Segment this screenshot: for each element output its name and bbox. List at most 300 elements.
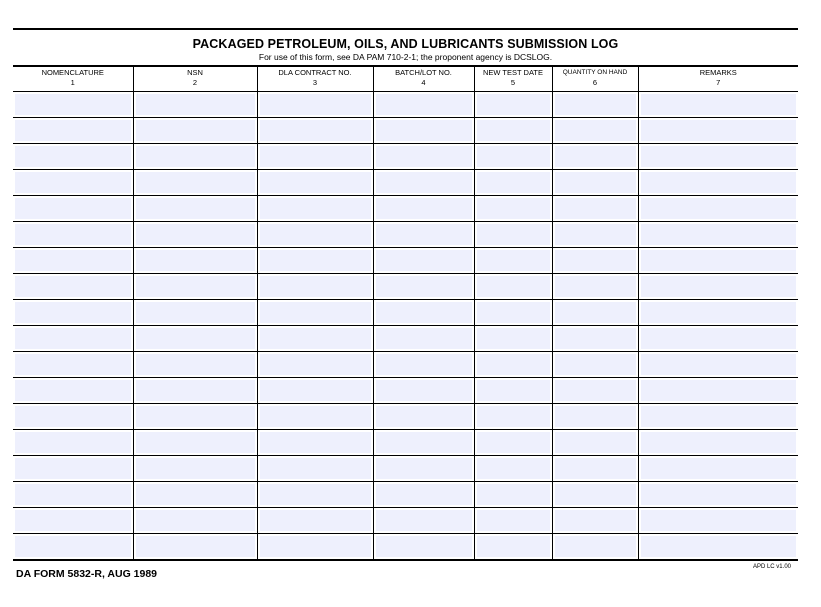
dla-contract-no-field[interactable]: [260, 458, 371, 479]
new-test-date-field[interactable]: [477, 510, 550, 531]
table-cell: [13, 404, 133, 430]
table-row: [13, 196, 798, 222]
table-cell: [373, 196, 474, 222]
nomenclature-field[interactable]: [15, 198, 131, 219]
column-number: 6: [592, 78, 598, 87]
quantity-on-hand-field[interactable]: [555, 432, 636, 453]
table-cell: [13, 92, 133, 118]
table-cell: [133, 326, 257, 352]
table-cell: [133, 196, 257, 222]
dla-contract-no-field[interactable]: [260, 146, 371, 167]
quantity-on-hand-field[interactable]: [555, 250, 636, 271]
new-test-date-field[interactable]: [477, 328, 550, 349]
table-cell: [133, 248, 257, 274]
batch-lot-no-field[interactable]: [376, 458, 472, 479]
table-cell: [257, 92, 373, 118]
table-cell: [638, 430, 798, 456]
table-cell: [257, 508, 373, 534]
new-test-date-field[interactable]: [477, 224, 550, 245]
quantity-on-hand-field[interactable]: [555, 536, 636, 557]
new-test-date-field[interactable]: [477, 302, 550, 323]
nomenclature-field[interactable]: [15, 250, 131, 271]
table-cell: [257, 430, 373, 456]
table-cell: [257, 404, 373, 430]
table-cell: [373, 508, 474, 534]
table-cell: [474, 248, 552, 274]
new-test-date-field[interactable]: [477, 484, 550, 505]
table-cell: [13, 144, 133, 170]
table-cell: [13, 300, 133, 326]
column-header-new-test-date: [474, 66, 552, 92]
remarks-field[interactable]: [641, 302, 797, 323]
table-cell: [13, 170, 133, 196]
table-cell: [133, 404, 257, 430]
table-cell: [474, 92, 552, 118]
table-row: [13, 534, 798, 561]
new-test-date-field[interactable]: [477, 94, 550, 115]
new-test-date-field[interactable]: [477, 120, 550, 141]
quantity-on-hand-field[interactable]: [555, 458, 636, 479]
form-subtitle: For use of this form, see DA PAM 710-2-1; the proponent agency is DCSLOG.: [258, 52, 553, 62]
table-cell: [552, 222, 638, 248]
form-title: PACKAGED PETROLEUM, OILS, AND LUBRICANTS SUBMISSION LOG: [192, 37, 619, 51]
remarks-field[interactable]: [641, 536, 797, 557]
table-row: [13, 404, 798, 430]
nsn-field[interactable]: [136, 328, 255, 349]
table-row: [13, 482, 798, 508]
table-cell: [638, 196, 798, 222]
quantity-on-hand-field[interactable]: [555, 276, 636, 297]
nsn-field[interactable]: [136, 406, 255, 427]
table-row: [13, 222, 798, 248]
table-cell: [373, 326, 474, 352]
table-cell: [133, 534, 257, 561]
nomenclature-field[interactable]: [15, 536, 131, 557]
table-cell: [257, 534, 373, 561]
table-cell: [257, 352, 373, 378]
batch-lot-no-field[interactable]: [376, 172, 472, 193]
table-cell: [638, 274, 798, 300]
table-cell: [373, 430, 474, 456]
new-test-date-field[interactable]: [477, 250, 550, 271]
table-cell: [638, 300, 798, 326]
column-number: 1: [70, 78, 75, 87]
column-header-nsn: [133, 66, 257, 92]
dla-contract-no-field[interactable]: [260, 120, 371, 141]
batch-lot-no-field[interactable]: [376, 224, 472, 245]
remarks-field[interactable]: [641, 510, 797, 531]
table-cell: [373, 118, 474, 144]
table-cell: [474, 404, 552, 430]
table-cell: [552, 144, 638, 170]
table-cell: [552, 118, 638, 144]
table-cell: [373, 404, 474, 430]
table-cell: [552, 482, 638, 508]
batch-lot-no-field[interactable]: [376, 510, 472, 531]
table-cell: [133, 482, 257, 508]
table-row: [13, 144, 798, 170]
table-cell: [474, 118, 552, 144]
table-row: [13, 118, 798, 144]
quantity-on-hand-field[interactable]: [555, 198, 636, 219]
table-cell: [13, 430, 133, 456]
table-cell: [474, 196, 552, 222]
table-cell: [474, 456, 552, 482]
quantity-on-hand-field[interactable]: [555, 380, 636, 401]
table-cell: [133, 170, 257, 196]
new-test-date-field[interactable]: [477, 406, 550, 427]
column-header-quantity-on-hand: [552, 66, 638, 92]
nomenclature-field[interactable]: [15, 484, 131, 505]
table-cell: [133, 378, 257, 404]
nomenclature-field[interactable]: [15, 328, 131, 349]
table-cell: [552, 274, 638, 300]
table-cell: [638, 326, 798, 352]
table-cell: [552, 248, 638, 274]
batch-lot-no-field[interactable]: [376, 198, 472, 219]
nsn-field[interactable]: [136, 458, 255, 479]
table-row: [13, 430, 798, 456]
new-test-date-field[interactable]: [477, 172, 550, 193]
column-number: 5: [510, 78, 516, 87]
dla-contract-no-field[interactable]: [260, 406, 371, 427]
nsn-field[interactable]: [136, 250, 255, 271]
quantity-on-hand-field[interactable]: [555, 224, 636, 245]
table-cell: [638, 222, 798, 248]
table-cell: [13, 482, 133, 508]
table-cell: [474, 170, 552, 196]
remarks-field[interactable]: [641, 250, 797, 271]
dla-contract-no-field[interactable]: [260, 224, 371, 245]
batch-lot-no-field[interactable]: [376, 432, 472, 453]
remarks-field[interactable]: [641, 406, 797, 427]
table-row: [13, 274, 798, 300]
column-label: NOMENCLATURE: [41, 68, 104, 77]
table-cell: [13, 274, 133, 300]
table-cell: [373, 92, 474, 118]
table-cell: [552, 300, 638, 326]
remarks-field[interactable]: [641, 354, 797, 375]
quantity-on-hand-field[interactable]: [555, 94, 636, 115]
dla-contract-no-field[interactable]: [260, 172, 371, 193]
table-cell: [474, 352, 552, 378]
form-id: DA FORM 5832-R, AUG 1989: [16, 568, 158, 580]
table-cell: [474, 144, 552, 170]
table-cell: [133, 508, 257, 534]
table-cell: [373, 378, 474, 404]
column-header-batch-lot-no: [373, 66, 474, 92]
nomenclature-field[interactable]: [15, 120, 131, 141]
dla-contract-no-field[interactable]: [260, 198, 371, 219]
table-cell: [638, 92, 798, 118]
nsn-field[interactable]: [136, 536, 255, 557]
table-cell: [13, 534, 133, 561]
nomenclature-field[interactable]: [15, 354, 131, 375]
column-label: NEW TEST DATE: [482, 68, 543, 77]
new-test-date-field[interactable]: [477, 146, 550, 167]
nsn-field[interactable]: [136, 484, 255, 505]
new-test-date-field[interactable]: [477, 458, 550, 479]
table-cell: [474, 300, 552, 326]
table-cell: [474, 430, 552, 456]
column-number: 2: [192, 78, 198, 87]
new-test-date-field[interactable]: [477, 276, 550, 297]
new-test-date-field[interactable]: [477, 354, 550, 375]
nsn-field[interactable]: [136, 380, 255, 401]
table-cell: [552, 352, 638, 378]
nomenclature-field[interactable]: [15, 276, 131, 297]
dla-contract-no-field[interactable]: [260, 432, 371, 453]
table-cell: [552, 378, 638, 404]
table-cell: [13, 196, 133, 222]
nsn-field[interactable]: [136, 172, 255, 193]
column-number: 3: [312, 78, 318, 87]
new-test-date-field[interactable]: [477, 198, 550, 219]
table-cell: [552, 170, 638, 196]
table-cell: [638, 404, 798, 430]
column-header-nomenclature: [13, 66, 133, 92]
table-cell: [373, 144, 474, 170]
table-cell: [373, 300, 474, 326]
table-cell: [552, 92, 638, 118]
table-cell: [257, 274, 373, 300]
quantity-on-hand-field[interactable]: [555, 172, 636, 193]
table-cell: [133, 352, 257, 378]
nsn-field[interactable]: [136, 276, 255, 297]
table-cell: [257, 326, 373, 352]
column-label: NSN: [187, 68, 203, 77]
table-cell: [257, 300, 373, 326]
table-cell: [257, 482, 373, 508]
quantity-on-hand-field[interactable]: [555, 302, 636, 323]
table-cell: [638, 378, 798, 404]
remarks-field[interactable]: [641, 198, 797, 219]
dla-contract-no-field[interactable]: [260, 302, 371, 323]
table-row: [13, 352, 798, 378]
nsn-field[interactable]: [136, 510, 255, 531]
batch-lot-no-field[interactable]: [376, 484, 472, 505]
table-cell: [13, 508, 133, 534]
dla-contract-no-field[interactable]: [260, 276, 371, 297]
nsn-field[interactable]: [136, 198, 255, 219]
table-row: [13, 92, 798, 118]
quantity-on-hand-field[interactable]: [555, 510, 636, 531]
table-cell: [133, 118, 257, 144]
column-label: BATCH/LOT NO.: [395, 68, 452, 77]
nomenclature-field[interactable]: [15, 302, 131, 323]
nomenclature-field[interactable]: [15, 510, 131, 531]
table-row: [13, 300, 798, 326]
header-row: [13, 66, 798, 92]
table-row: [13, 456, 798, 482]
table-cell: [13, 222, 133, 248]
table-cell: [13, 326, 133, 352]
table-cell: [638, 352, 798, 378]
batch-lot-no-field[interactable]: [376, 250, 472, 271]
table-cell: [552, 430, 638, 456]
column-header-remarks: [638, 66, 798, 92]
table-cell: [638, 144, 798, 170]
dla-contract-no-field[interactable]: [260, 380, 371, 401]
table-cell: [474, 274, 552, 300]
nomenclature-field[interactable]: [15, 432, 131, 453]
table-cell: [133, 300, 257, 326]
table-cell: [373, 534, 474, 561]
remarks-field[interactable]: [641, 328, 797, 349]
column-label: REMARKS: [699, 68, 737, 77]
table-cell: [552, 508, 638, 534]
new-test-date-field[interactable]: [477, 380, 550, 401]
table-cell: [133, 456, 257, 482]
table-cell: [133, 430, 257, 456]
table-cell: [257, 118, 373, 144]
table-cell: [257, 196, 373, 222]
remarks-field[interactable]: [641, 276, 797, 297]
remarks-field[interactable]: [641, 224, 797, 245]
batch-lot-no-field[interactable]: [376, 328, 472, 349]
table-cell: [133, 222, 257, 248]
nsn-field[interactable]: [136, 224, 255, 245]
nomenclature-field[interactable]: [15, 458, 131, 479]
table-cell: [373, 222, 474, 248]
dla-contract-no-field[interactable]: [260, 510, 371, 531]
remarks-field[interactable]: [641, 432, 797, 453]
table-row: [13, 378, 798, 404]
table-cell: [638, 118, 798, 144]
table-cell: [133, 144, 257, 170]
column-number: 7: [716, 78, 721, 87]
table-cell: [552, 534, 638, 561]
table-cell: [257, 144, 373, 170]
table-cell: [13, 248, 133, 274]
dla-contract-no-field[interactable]: [260, 328, 371, 349]
table-cell: [133, 274, 257, 300]
remarks-field[interactable]: [641, 94, 797, 115]
table-cell: [13, 378, 133, 404]
table-cell: [552, 404, 638, 430]
table-cell: [552, 456, 638, 482]
table-cell: [13, 456, 133, 482]
column-label: DLA CONTRACT NO.: [278, 68, 352, 77]
quantity-on-hand-field[interactable]: [555, 354, 636, 375]
log-table: [13, 65, 798, 561]
table-cell: [373, 248, 474, 274]
nomenclature-field[interactable]: [15, 380, 131, 401]
dla-contract-no-field[interactable]: [260, 94, 371, 115]
nomenclature-field[interactable]: [15, 172, 131, 193]
batch-lot-no-field[interactable]: [376, 536, 472, 557]
nsn-field[interactable]: [136, 302, 255, 323]
table-row: [13, 326, 798, 352]
quantity-on-hand-field[interactable]: [555, 406, 636, 427]
nsn-field[interactable]: [136, 146, 255, 167]
remarks-field[interactable]: [641, 458, 797, 479]
new-test-date-field[interactable]: [477, 536, 550, 557]
table-cell: [373, 274, 474, 300]
batch-lot-no-field[interactable]: [376, 302, 472, 323]
nomenclature-field[interactable]: [15, 406, 131, 427]
log-table-body: [13, 92, 798, 561]
table-cell: [474, 326, 552, 352]
nsn-field[interactable]: [136, 120, 255, 141]
top-rule: [13, 28, 798, 30]
table-cell: [257, 222, 373, 248]
table-cell: [638, 170, 798, 196]
batch-lot-no-field[interactable]: [376, 354, 472, 375]
column-number: 4: [421, 78, 426, 87]
table-cell: [257, 456, 373, 482]
submission-log-form: [13, 28, 798, 561]
dla-contract-no-field[interactable]: [260, 354, 371, 375]
quantity-on-hand-field[interactable]: [555, 146, 636, 167]
remarks-field[interactable]: [641, 146, 797, 167]
table-row: [13, 248, 798, 274]
table-cell: [638, 456, 798, 482]
batch-lot-no-field[interactable]: [376, 94, 472, 115]
table-cell: [257, 170, 373, 196]
nsn-field[interactable]: [136, 432, 255, 453]
batch-lot-no-field[interactable]: [376, 406, 472, 427]
nomenclature-field[interactable]: [15, 224, 131, 245]
table-cell: [638, 248, 798, 274]
table-cell: [474, 482, 552, 508]
remarks-field[interactable]: [641, 172, 797, 193]
quantity-on-hand-field[interactable]: [555, 120, 636, 141]
table-cell: [373, 170, 474, 196]
batch-lot-no-field[interactable]: [376, 380, 472, 401]
table-cell: [13, 118, 133, 144]
dla-contract-no-field[interactable]: [260, 484, 371, 505]
nomenclature-field[interactable]: [15, 94, 131, 115]
table-row: [13, 170, 798, 196]
table-cell: [474, 222, 552, 248]
table-cell: [474, 534, 552, 561]
batch-lot-no-field[interactable]: [376, 120, 472, 141]
table-cell: [638, 534, 798, 561]
dla-contract-no-field[interactable]: [260, 536, 371, 557]
table-cell: [552, 326, 638, 352]
table-cell: [373, 352, 474, 378]
table-row: [13, 508, 798, 534]
table-cell: [474, 508, 552, 534]
quantity-on-hand-field[interactable]: [555, 328, 636, 349]
table-cell: [373, 482, 474, 508]
column-header-dla-contract-no: [257, 66, 373, 92]
quantity-on-hand-field[interactable]: [555, 484, 636, 505]
remarks-field[interactable]: [641, 484, 797, 505]
nomenclature-field[interactable]: [15, 146, 131, 167]
form-version: APD LC v1.00: [752, 564, 791, 570]
table-cell: [373, 456, 474, 482]
nsn-field[interactable]: [136, 354, 255, 375]
new-test-date-field[interactable]: [477, 432, 550, 453]
table-cell: [474, 378, 552, 404]
remarks-field[interactable]: [641, 380, 797, 401]
table-cell: [552, 196, 638, 222]
remarks-field[interactable]: [641, 120, 797, 141]
column-label: QUANTITY ON HAND: [562, 69, 628, 76]
table-cell: [133, 92, 257, 118]
batch-lot-no-field[interactable]: [376, 276, 472, 297]
table-cell: [638, 508, 798, 534]
batch-lot-no-field[interactable]: [376, 146, 472, 167]
dla-contract-no-field[interactable]: [260, 250, 371, 271]
table-cell: [257, 378, 373, 404]
nsn-field[interactable]: [136, 94, 255, 115]
table-cell: [638, 482, 798, 508]
table-cell: [257, 248, 373, 274]
table-cell: [13, 352, 133, 378]
